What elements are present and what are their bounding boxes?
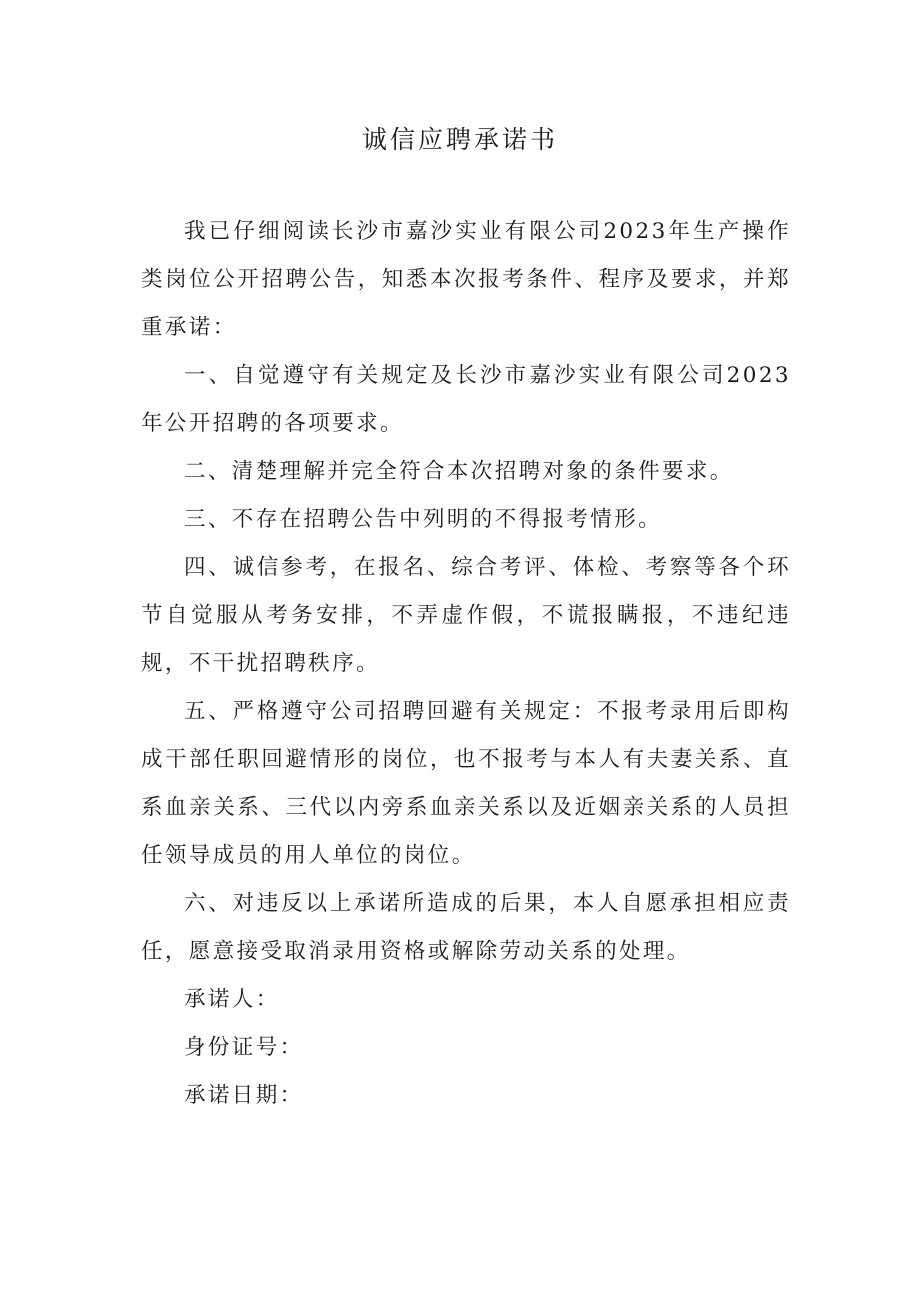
signer-label: 承诺人： — [184, 987, 280, 1012]
document-body — [141, 208, 791, 1120]
commitment-item-5: 五、严格遵守公司招聘回避有关规定：不报考录用后即构成干部任职回避情形的岗位，也不报考与本人有夫妻关系、直系血亲关系、三代以内旁系血亲关系以及近姻亲关系的人员担任领导成员的用人单位的岗位。 — [141, 699, 791, 868]
intro-paragraph: 我已仔细阅读长沙市嘉沙实业有限公司2023年生产操作类岗位公开招聘公告，知悉本次报考条件、程序及要求，并郑重承诺： — [141, 219, 791, 340]
document-title: 诚信应聘承诺书 — [361, 125, 558, 154]
commitment-date-label: 承诺日期： — [184, 1083, 304, 1108]
commitment-item-2: 二、清楚理解并完全符合本次招聘对象的条件要求。 — [184, 459, 734, 484]
commitment-item-1: 一、自觉遵守有关规定及长沙市嘉沙实业有限公司2023年公开招聘的各项要求。 — [141, 363, 791, 436]
commitment-item-6: 六、对违反以上承诺所造成的后果，本人自愿承担相应责任，愿意接受取消录用资格或解除劳动关系的处理。 — [141, 891, 791, 964]
commitment-item-3: 三、不存在招聘公告中列明的不得报考情形。 — [184, 507, 663, 532]
id-number-label: 身份证号： — [184, 1035, 304, 1060]
commitment-item-4: 四、诚信参考，在报名、综合考评、体检、考察等各个环节自觉服从考务安排，不弄虚作假，不谎报瞒报，不违纪违规，不干扰招聘秩序。 — [141, 555, 791, 676]
